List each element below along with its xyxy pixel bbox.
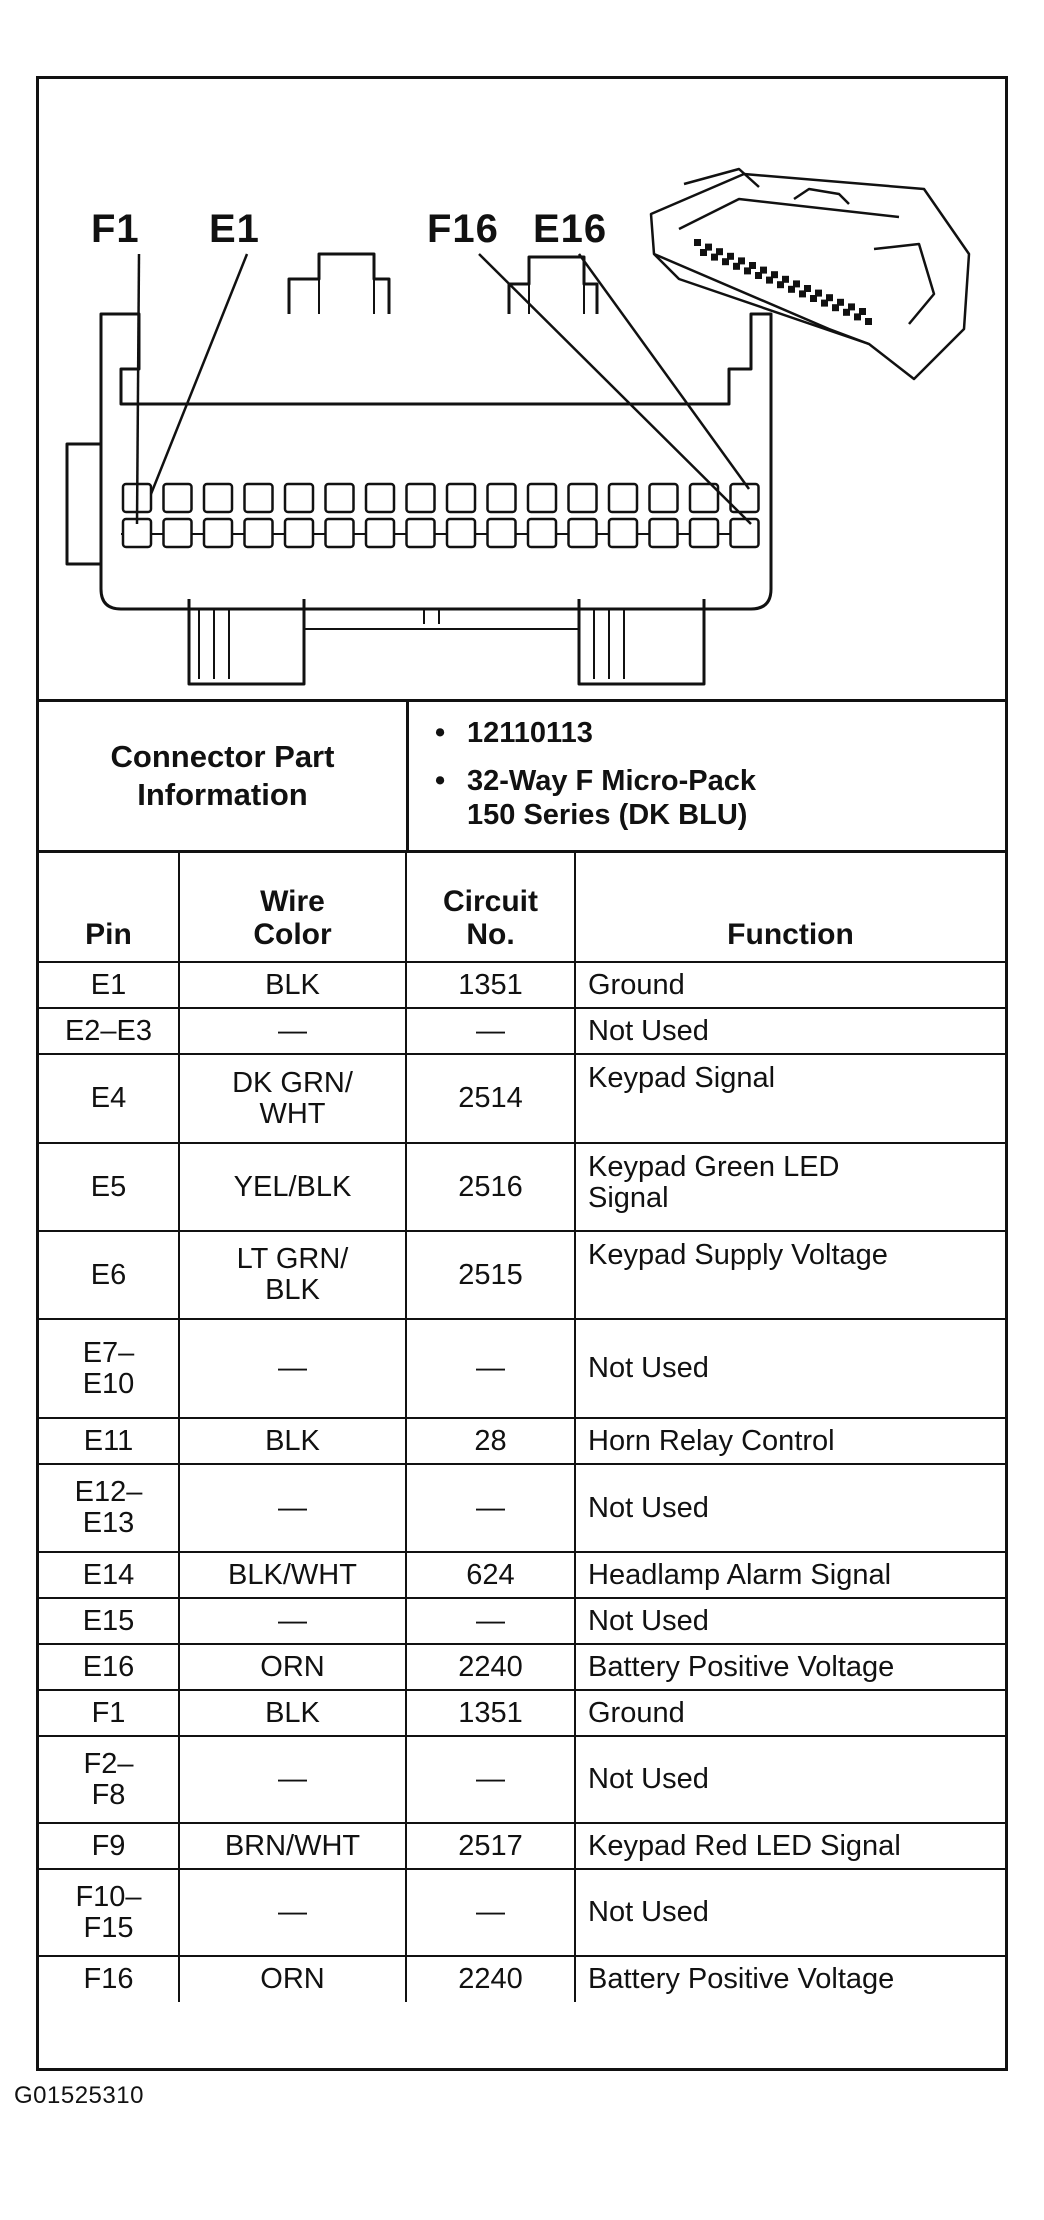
table-row — [39, 1598, 1005, 1644]
pin-cavity — [488, 519, 516, 547]
function-cell: Not Used — [575, 1008, 1005, 1054]
bottom-guide-hatching — [199, 609, 624, 679]
pin-cavity — [447, 484, 475, 512]
wire-color-cell: — — [179, 1319, 406, 1418]
bullet-icon: • — [435, 765, 446, 797]
wire-color-cell: BLK — [179, 1690, 406, 1736]
callout-e1: E1 — [209, 207, 260, 251]
pin-cavity — [164, 484, 192, 512]
pin-3d — [799, 290, 806, 297]
function-cell: Not Used — [575, 1464, 1005, 1552]
top-lock-tab-shadow — [319, 279, 584, 314]
circuit-cell: — — [406, 1464, 575, 1552]
table-row — [39, 962, 1005, 1008]
pin-3d — [788, 286, 795, 293]
circuit-cell: — — [406, 1598, 575, 1644]
pin-cavity — [731, 519, 759, 547]
circuit-cell: 2517 — [406, 1823, 575, 1869]
circuit-cell: 2240 — [406, 1644, 575, 1690]
description-line1: 32-Way F Micro-Pack — [467, 765, 757, 797]
pin-cell: E7– E10 — [39, 1319, 179, 1418]
table-row — [39, 1690, 1005, 1736]
connector-sheet — [36, 76, 1008, 2071]
pin-cavities — [123, 484, 759, 547]
description-line2: 150 Series (DK BLU) — [467, 799, 748, 831]
circuit-cell: 1351 — [406, 962, 575, 1008]
pin-cavity — [326, 519, 354, 547]
pin-cavity — [609, 519, 637, 547]
pin-3d — [843, 309, 850, 316]
pin-cavity — [285, 484, 313, 512]
wire-color-cell: BLK — [179, 962, 406, 1008]
pin-cell: E4 — [39, 1054, 179, 1143]
wire-color-cell: BLK — [179, 1418, 406, 1464]
connector-3d-view — [651, 169, 969, 379]
wire-color-cell: YEL/BLK — [179, 1143, 406, 1231]
function-cell: Keypad Green LED Signal — [575, 1143, 1005, 1231]
pin-cell: E11 — [39, 1418, 179, 1464]
callout-e16: E16 — [533, 207, 608, 251]
function-cell: Not Used — [575, 1598, 1005, 1644]
pinout-table — [39, 850, 1005, 2002]
circuit-cell: 28 — [406, 1418, 575, 1464]
pin-cavity — [407, 484, 435, 512]
pin-cavity — [447, 519, 475, 547]
function-cell: Headlamp Alarm Signal — [575, 1552, 1005, 1598]
circuit-cell: — — [406, 1008, 575, 1054]
info-label-line2: Information — [137, 777, 308, 812]
header-function: Function — [575, 850, 1005, 962]
function-cell: Keypad Signal — [575, 1054, 1005, 1143]
wire-color-cell: — — [179, 1869, 406, 1956]
pin-3d — [865, 318, 872, 325]
pin-cavity — [407, 519, 435, 547]
function-cell: Keypad Red LED Signal — [575, 1823, 1005, 1869]
pin-3d — [744, 267, 751, 274]
pin-3d — [777, 281, 784, 288]
pin-cell: E16 — [39, 1644, 179, 1690]
table-row — [39, 1143, 1005, 1231]
left-side-latch — [67, 444, 101, 564]
wire-color-cell: DK GRN/ WHT — [179, 1054, 406, 1143]
pin-cavity — [690, 519, 718, 547]
function-cell: Ground — [575, 1690, 1005, 1736]
info-label-line1: Connector Part — [110, 739, 335, 774]
pin-cell: E6 — [39, 1231, 179, 1319]
table-row — [39, 1054, 1005, 1143]
pin-cavity — [569, 484, 597, 512]
header-circuit-no: Circuit No. — [406, 850, 575, 962]
wire-color-cell: — — [179, 1008, 406, 1054]
connector-part-info-values — [409, 702, 1005, 850]
function-cell: Battery Positive Voltage — [575, 1956, 1005, 2002]
pin-cavity — [285, 519, 313, 547]
pin-cavity — [488, 484, 516, 512]
pin-cavity — [528, 484, 556, 512]
callout-f1: F1 — [91, 207, 140, 251]
pin-3d — [700, 249, 707, 256]
pin-cavity — [245, 519, 273, 547]
circuit-cell: — — [406, 1736, 575, 1823]
connector-diagram — [39, 79, 1005, 702]
bottom-guide-left — [189, 599, 304, 684]
callout-line-e1 — [151, 254, 247, 494]
table-row — [39, 1552, 1005, 1598]
table-row — [39, 1956, 1005, 2002]
pin-cell: F16 — [39, 1956, 179, 2002]
table-row — [39, 1644, 1005, 1690]
pin-cavity — [245, 484, 273, 512]
connector-body-outline — [101, 314, 771, 609]
pin-cell: F10– F15 — [39, 1869, 179, 1956]
bottom-guide-right — [579, 599, 704, 684]
circuit-cell: 2516 — [406, 1143, 575, 1231]
pin-cavity — [650, 519, 678, 547]
figure-caption: G01525310 — [14, 2082, 144, 2109]
pin-cavity — [609, 484, 637, 512]
pin-cell: E12– E13 — [39, 1464, 179, 1552]
table-row — [39, 1464, 1005, 1552]
callout-line-e16 — [579, 254, 749, 489]
pin-3d — [810, 295, 817, 302]
function-cell: Horn Relay Control — [575, 1418, 1005, 1464]
wire-color-cell: BLK/WHT — [179, 1552, 406, 1598]
pin-cavity — [528, 519, 556, 547]
pin-3d — [694, 239, 701, 246]
function-cell: Not Used — [575, 1869, 1005, 1956]
bottom-slot — [304, 609, 579, 629]
pin-cavity — [204, 484, 232, 512]
function-cell: Keypad Supply Voltage — [575, 1231, 1005, 1319]
pin-3d — [711, 254, 718, 261]
pin-cavity — [164, 519, 192, 547]
wire-color-cell: ORN — [179, 1644, 406, 1690]
table-row — [39, 1231, 1005, 1319]
circuit-cell: 624 — [406, 1552, 575, 1598]
wire-color-cell: — — [179, 1464, 406, 1552]
pin-cell: F1 — [39, 1690, 179, 1736]
connector-drawing — [39, 79, 1005, 699]
function-cell: Not Used — [575, 1736, 1005, 1823]
table-row — [39, 1319, 1005, 1418]
callout-f16: F16 — [427, 207, 499, 251]
connector-part-info-label — [39, 702, 409, 850]
circuit-cell: — — [406, 1319, 575, 1418]
pin-3d — [766, 277, 773, 284]
pin-3d — [733, 263, 740, 270]
pin-cavity — [204, 519, 232, 547]
pin-3d — [854, 313, 861, 320]
header-wire-color: Wire Color — [179, 850, 406, 962]
pin-cell: E2–E3 — [39, 1008, 179, 1054]
header-pin: Pin — [39, 850, 179, 962]
pin-cavity — [650, 484, 678, 512]
circuit-cell: 1351 — [406, 1690, 575, 1736]
wire-color-cell: LT GRN/ BLK — [179, 1231, 406, 1319]
circuit-cell: 2515 — [406, 1231, 575, 1319]
wire-color-cell: — — [179, 1736, 406, 1823]
wire-color-cell: — — [179, 1598, 406, 1644]
circuit-cell: 2514 — [406, 1054, 575, 1143]
pin-cavity — [569, 519, 597, 547]
pin-cell: E15 — [39, 1598, 179, 1644]
table-row — [39, 1008, 1005, 1054]
pin-cavity — [366, 484, 394, 512]
pin-cavity — [326, 484, 354, 512]
function-cell: Ground — [575, 962, 1005, 1008]
part-number: 12110113 — [467, 717, 593, 749]
pin-cell: E14 — [39, 1552, 179, 1598]
pin-cell: F9 — [39, 1823, 179, 1869]
wire-color-cell: BRN/WHT — [179, 1823, 406, 1869]
table-header-row — [39, 850, 1005, 962]
pin-3d — [722, 258, 729, 265]
table-row — [39, 1869, 1005, 1956]
table-row — [39, 1418, 1005, 1464]
wire-color-cell: ORN — [179, 1956, 406, 2002]
pin-cavity — [366, 519, 394, 547]
circuit-cell: — — [406, 1869, 575, 1956]
bullet-icon: • — [435, 717, 446, 749]
circuit-cell: 2240 — [406, 1956, 575, 2002]
pin-3d — [832, 304, 839, 311]
pin-3d — [755, 272, 762, 279]
pin-cell: E1 — [39, 962, 179, 1008]
pin-cell: E5 — [39, 1143, 179, 1231]
function-cell: Not Used — [575, 1319, 1005, 1418]
function-cell: Battery Positive Voltage — [575, 1644, 1005, 1690]
connector-part-info — [39, 702, 1005, 853]
pin-3d — [821, 300, 828, 307]
pin-cell: F2– F8 — [39, 1736, 179, 1823]
table-row — [39, 1736, 1005, 1823]
table-row — [39, 1823, 1005, 1869]
